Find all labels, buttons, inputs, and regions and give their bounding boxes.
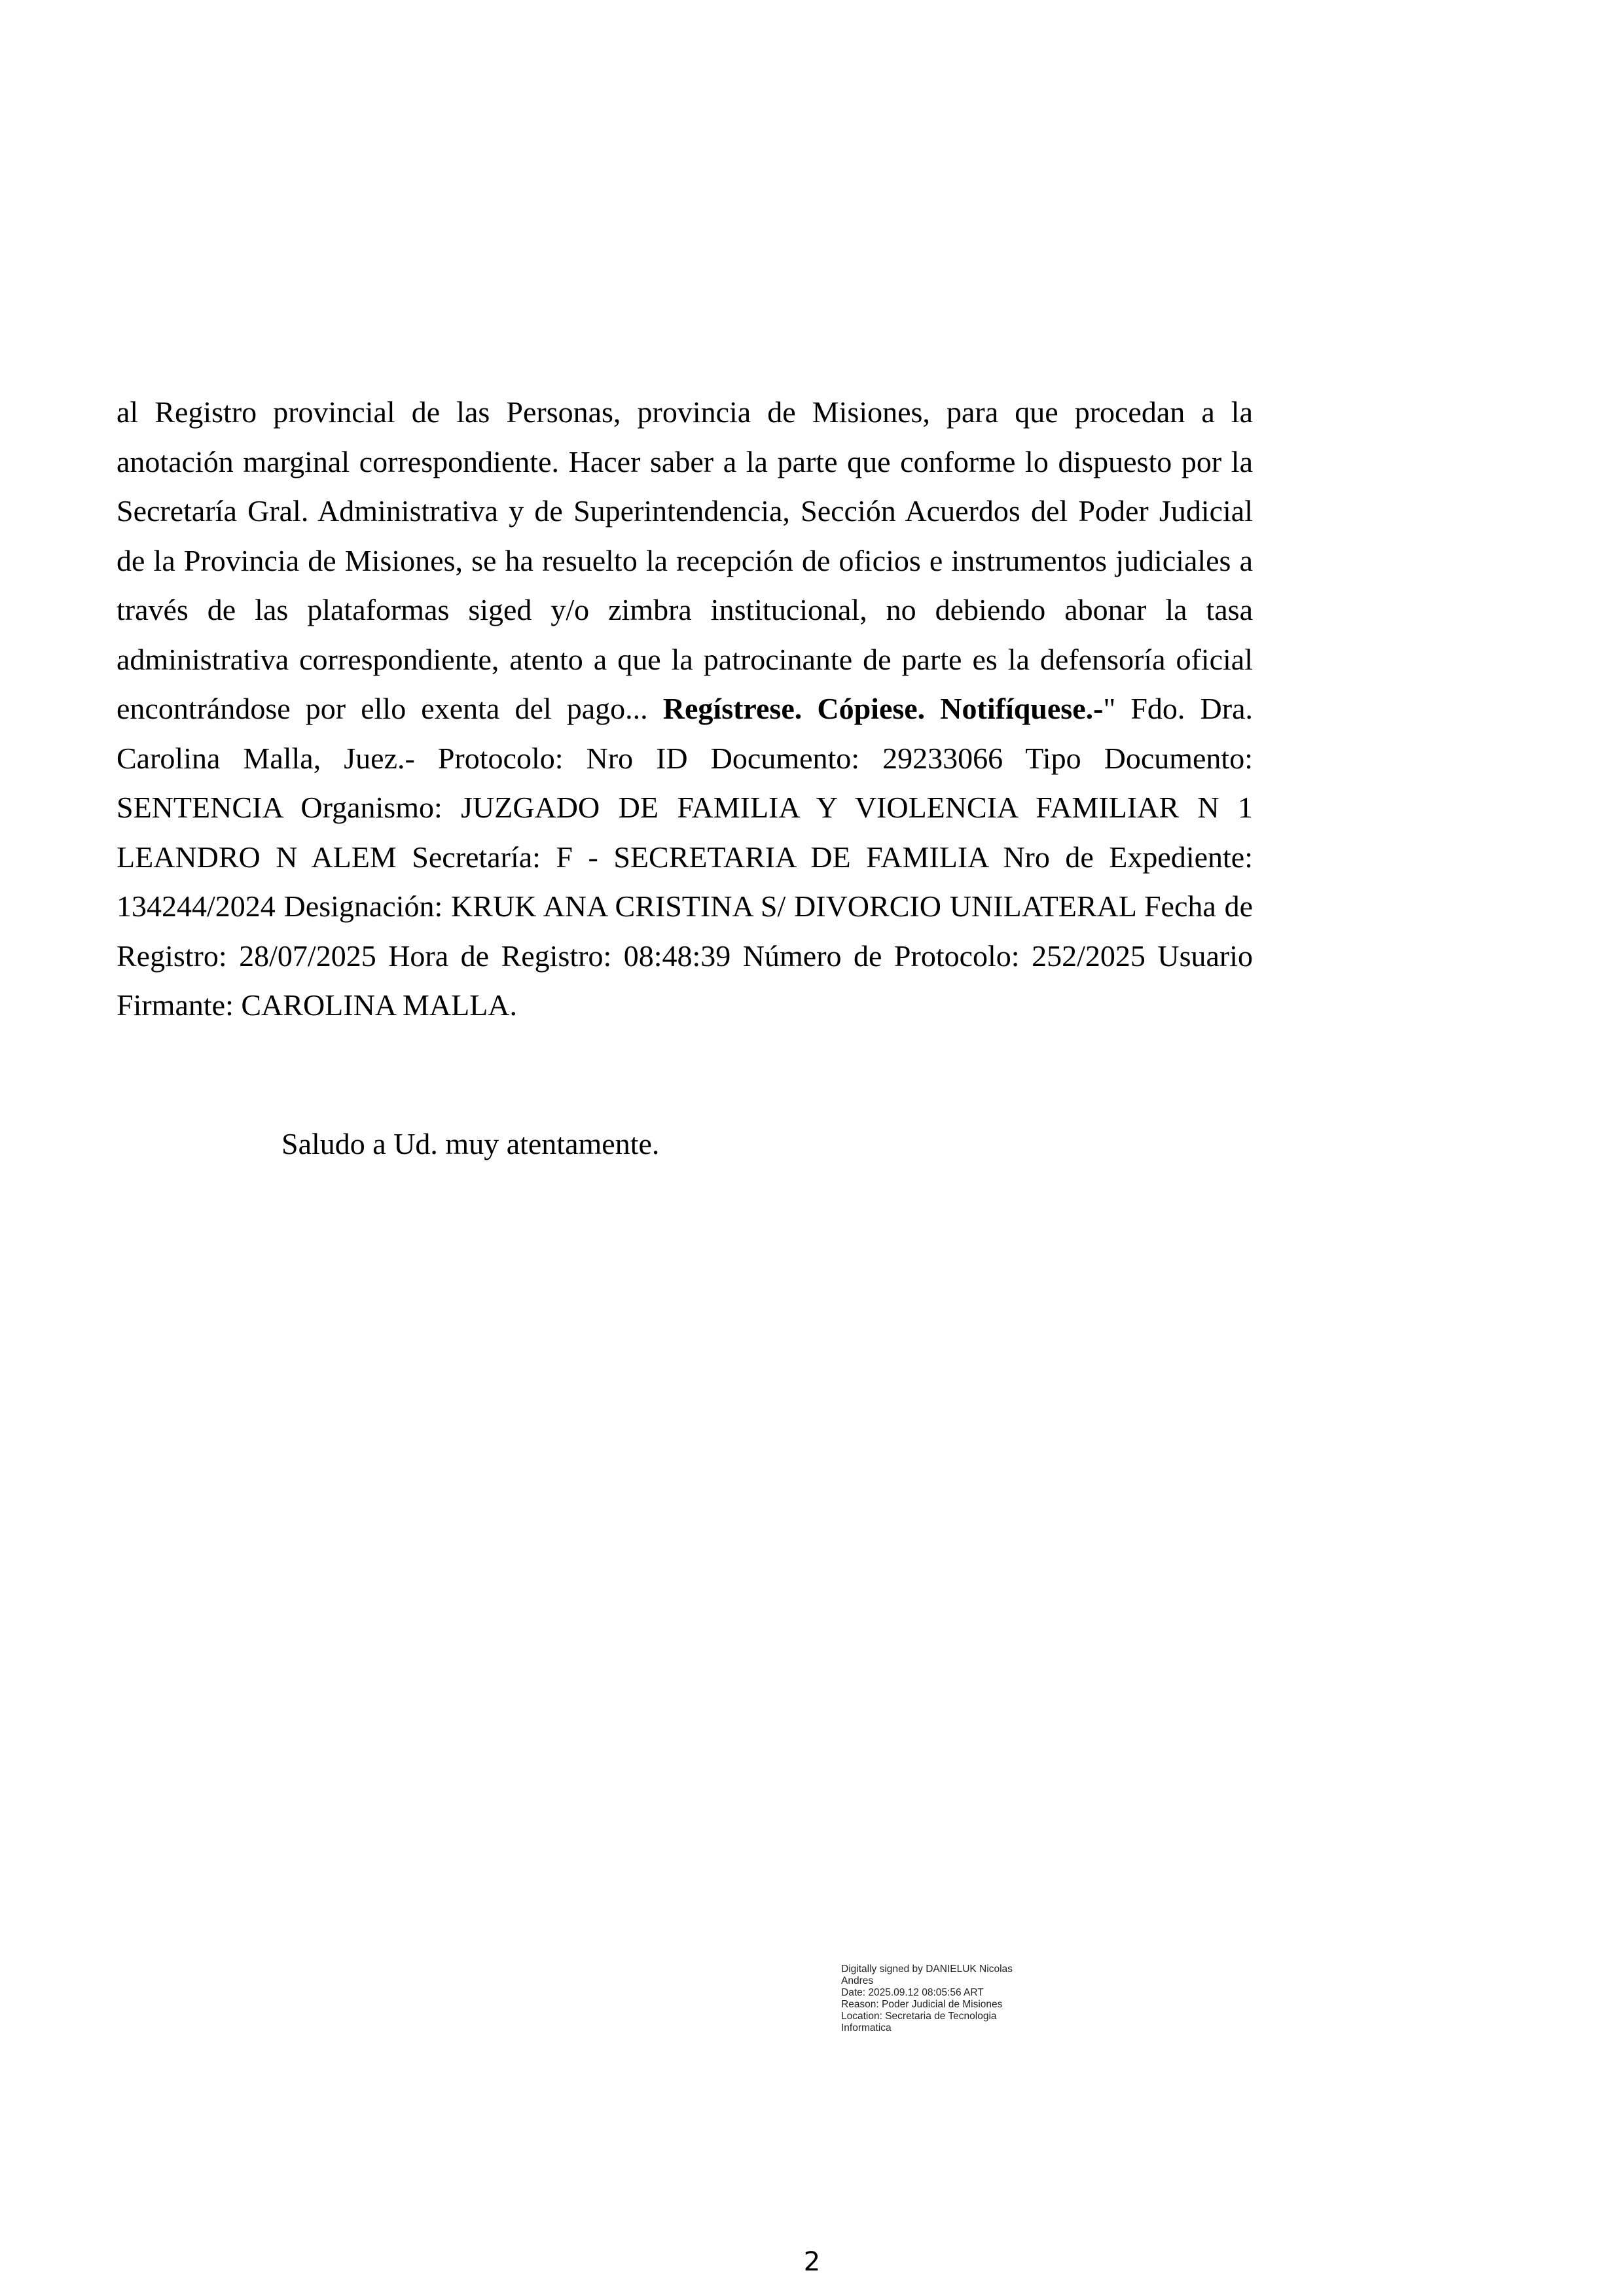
- closing-salutation: Saludo a Ud. muy atentamente.: [281, 1127, 660, 1160]
- paragraph-text-after-bold: " Fdo. Dra. Carolina Malla, Juez.- Protocolo: Nro ID Documento: 29233066 Tipo Documento: SENTENCIA Organismo: JUZGADO DE FAMILIA Y VIOLENCIA FAMILIAR N 1 LEANDRO N ALEM Secretaría: F - SECRETARIA DE FAMILIA Nro de Expediente: 134244/2024 Designación: KRUK ANA CRISTINA S/ DIVORCIO UNILATERAL Fecha de Registro: 28/07/2025 Hora de Registro: 08:48:39 Número de Protocolo: 252/2025 Usuario Firmante: CAROLINA MALLA.: [117, 692, 1253, 1022]
- signature-line: Reason: Poder Judicial de Misiones: [841, 1999, 1003, 2010]
- signature-line: Andres: [841, 1975, 874, 1986]
- signature-line: Digitally signed by DANIELUK Nicolas: [841, 1964, 1013, 1975]
- signature-line: Informatica: [841, 2022, 892, 2034]
- signature-line: Date: 2025.09.12 08:05:56 ART: [841, 1987, 984, 1998]
- signature-line: Location: Secretaria de Tecnologia: [841, 2011, 997, 2022]
- paragraph-bold-text: Regístrese. Cópiese. Notifíquese.-: [662, 692, 1104, 725]
- paragraph-text-before-bold: al Registro provincial de las Personas, provincia de Misiones, para que procedan a la anotación marginal correspondiente. Hacer saber a la parte que conforme lo dispuesto por la Secretaría Gral. Administrativa y de Superintendencia, Sección Acuerdos del Poder Judicial de la Provincia de Misiones, se ha resuelto la recepción de oficios e instrumentos judiciales a través de las plataformas siged y/o zimbra institucional, no debiendo abonar la tasa administrativa correspondiente, atento a que la patrocinante de parte es la defensoría oficial encontrándose por ello exenta del pago...: [117, 395, 1253, 725]
- body-paragraph: [117, 387, 1253, 1030]
- page-number: 2: [803, 2247, 821, 2277]
- digital-signature-stamp: [841, 1964, 1077, 2034]
